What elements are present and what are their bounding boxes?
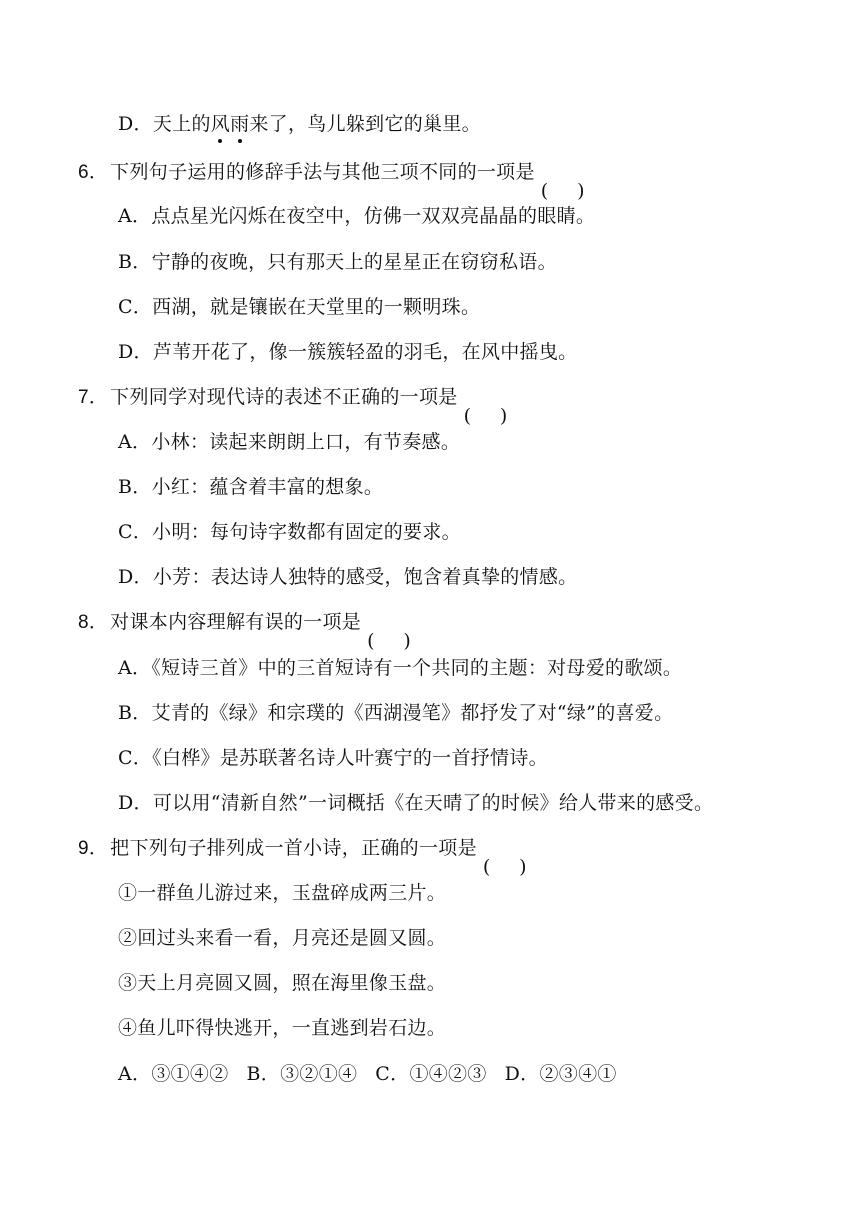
option-text-after: 来了，鸟儿躲到它的巢里。 [249,113,481,135]
q9-poem-line-3: ③天上月亮圆又圆，照在海里像玉盘。 [118,972,447,994]
q9-option-d: D．②③④① [504,1063,617,1085]
q5-option-d [118,111,481,137]
question-number: 8． [78,612,109,633]
q7-option-b: B．小红：蕴含着丰富的想象。 [118,476,384,498]
q6-option-b: B．宁静的夜晚，只有那天上的星星正在窃窃私语。 [118,251,557,273]
q9-poem-line-4: ④鱼儿吓得快逃开，一直逃到岩石边。 [118,1017,447,1039]
option-text-before: 天上的 [152,113,211,135]
question-number: 9． [78,838,109,859]
question-text: 把下列句子排列成一首小诗，正确的一项是 [110,837,477,859]
emphasis-char: 雨 [230,113,250,135]
q6-option-d: D．芦苇开花了，像一簇簇轻盈的羽毛，在风中摇曳。 [118,341,578,363]
question-6-stem: 6． 下列句子运用的修辞手法与其他三项不同的一项是 ( ) [78,161,585,202]
q7-option-a: A．小林：读起来朗朗上口，有节奏感。 [118,431,461,453]
question-7-stem: 7． 下列同学对现代诗的表述不正确的一项是 ( ) [78,386,508,427]
q8-option-a: A．《短诗三首》中的三首短诗有一个共同的主题：对母爱的歌颂。 [118,657,683,679]
question-text: 下列同学对现代诗的表述不正确的一项是 [110,386,458,408]
q8-option-d: D．可以用“清新自然”一词概括《在天晴了的时候》给人带来的感受。 [118,792,714,814]
q8-option-c: C．《白桦》是苏联著名诗人叶赛宁的一首抒情诗。 [118,747,548,769]
question-number: 7． [78,387,109,408]
question-9-stem: 9． 把下列句子排列成一首小诗，正确的一项是 ( ) [78,837,527,878]
q9-poem-line-2: ②回过头来看一看，月亮还是圆又圆。 [118,927,447,949]
q6-option-a: A．点点星光闪烁在夜空中，仿佛一双双亮晶晶的眼睛。 [118,205,596,227]
q6-option-c: C．西湖，就是镶嵌在天堂里的一颗明珠。 [118,296,481,318]
question-8-stem: 8． 对课本内容理解有误的一项是 ( ) [78,611,412,652]
question-text: 下列句子运用的修辞手法与其他三项不同的一项是 [110,161,535,183]
q9-option-a: A．③①④② [118,1063,229,1085]
q7-option-c: C．小明：每句诗字数都有固定的要求。 [118,521,461,543]
q7-option-d: D．小芳：表达诗人独特的感受，饱含着真挚的情感。 [118,566,578,588]
question-text: 对课本内容理解有误的一项是 [110,611,362,633]
q8-option-b: B．艾青的《绿》和宗璞的《西湖漫笔》都抒发了对“绿”的喜爱。 [118,702,674,724]
question-number: 6． [78,162,109,183]
q9-option-c: C．①④②③ [375,1063,487,1085]
q9-option-b: B．③②①④ [246,1063,358,1085]
q9-options-row [118,1061,617,1087]
emphasis-char: 风 [210,113,231,135]
q9-poem-line-1: ①一群鱼儿游过来，玉盘碎成两三片。 [118,882,447,904]
option-letter: D． [118,113,153,135]
